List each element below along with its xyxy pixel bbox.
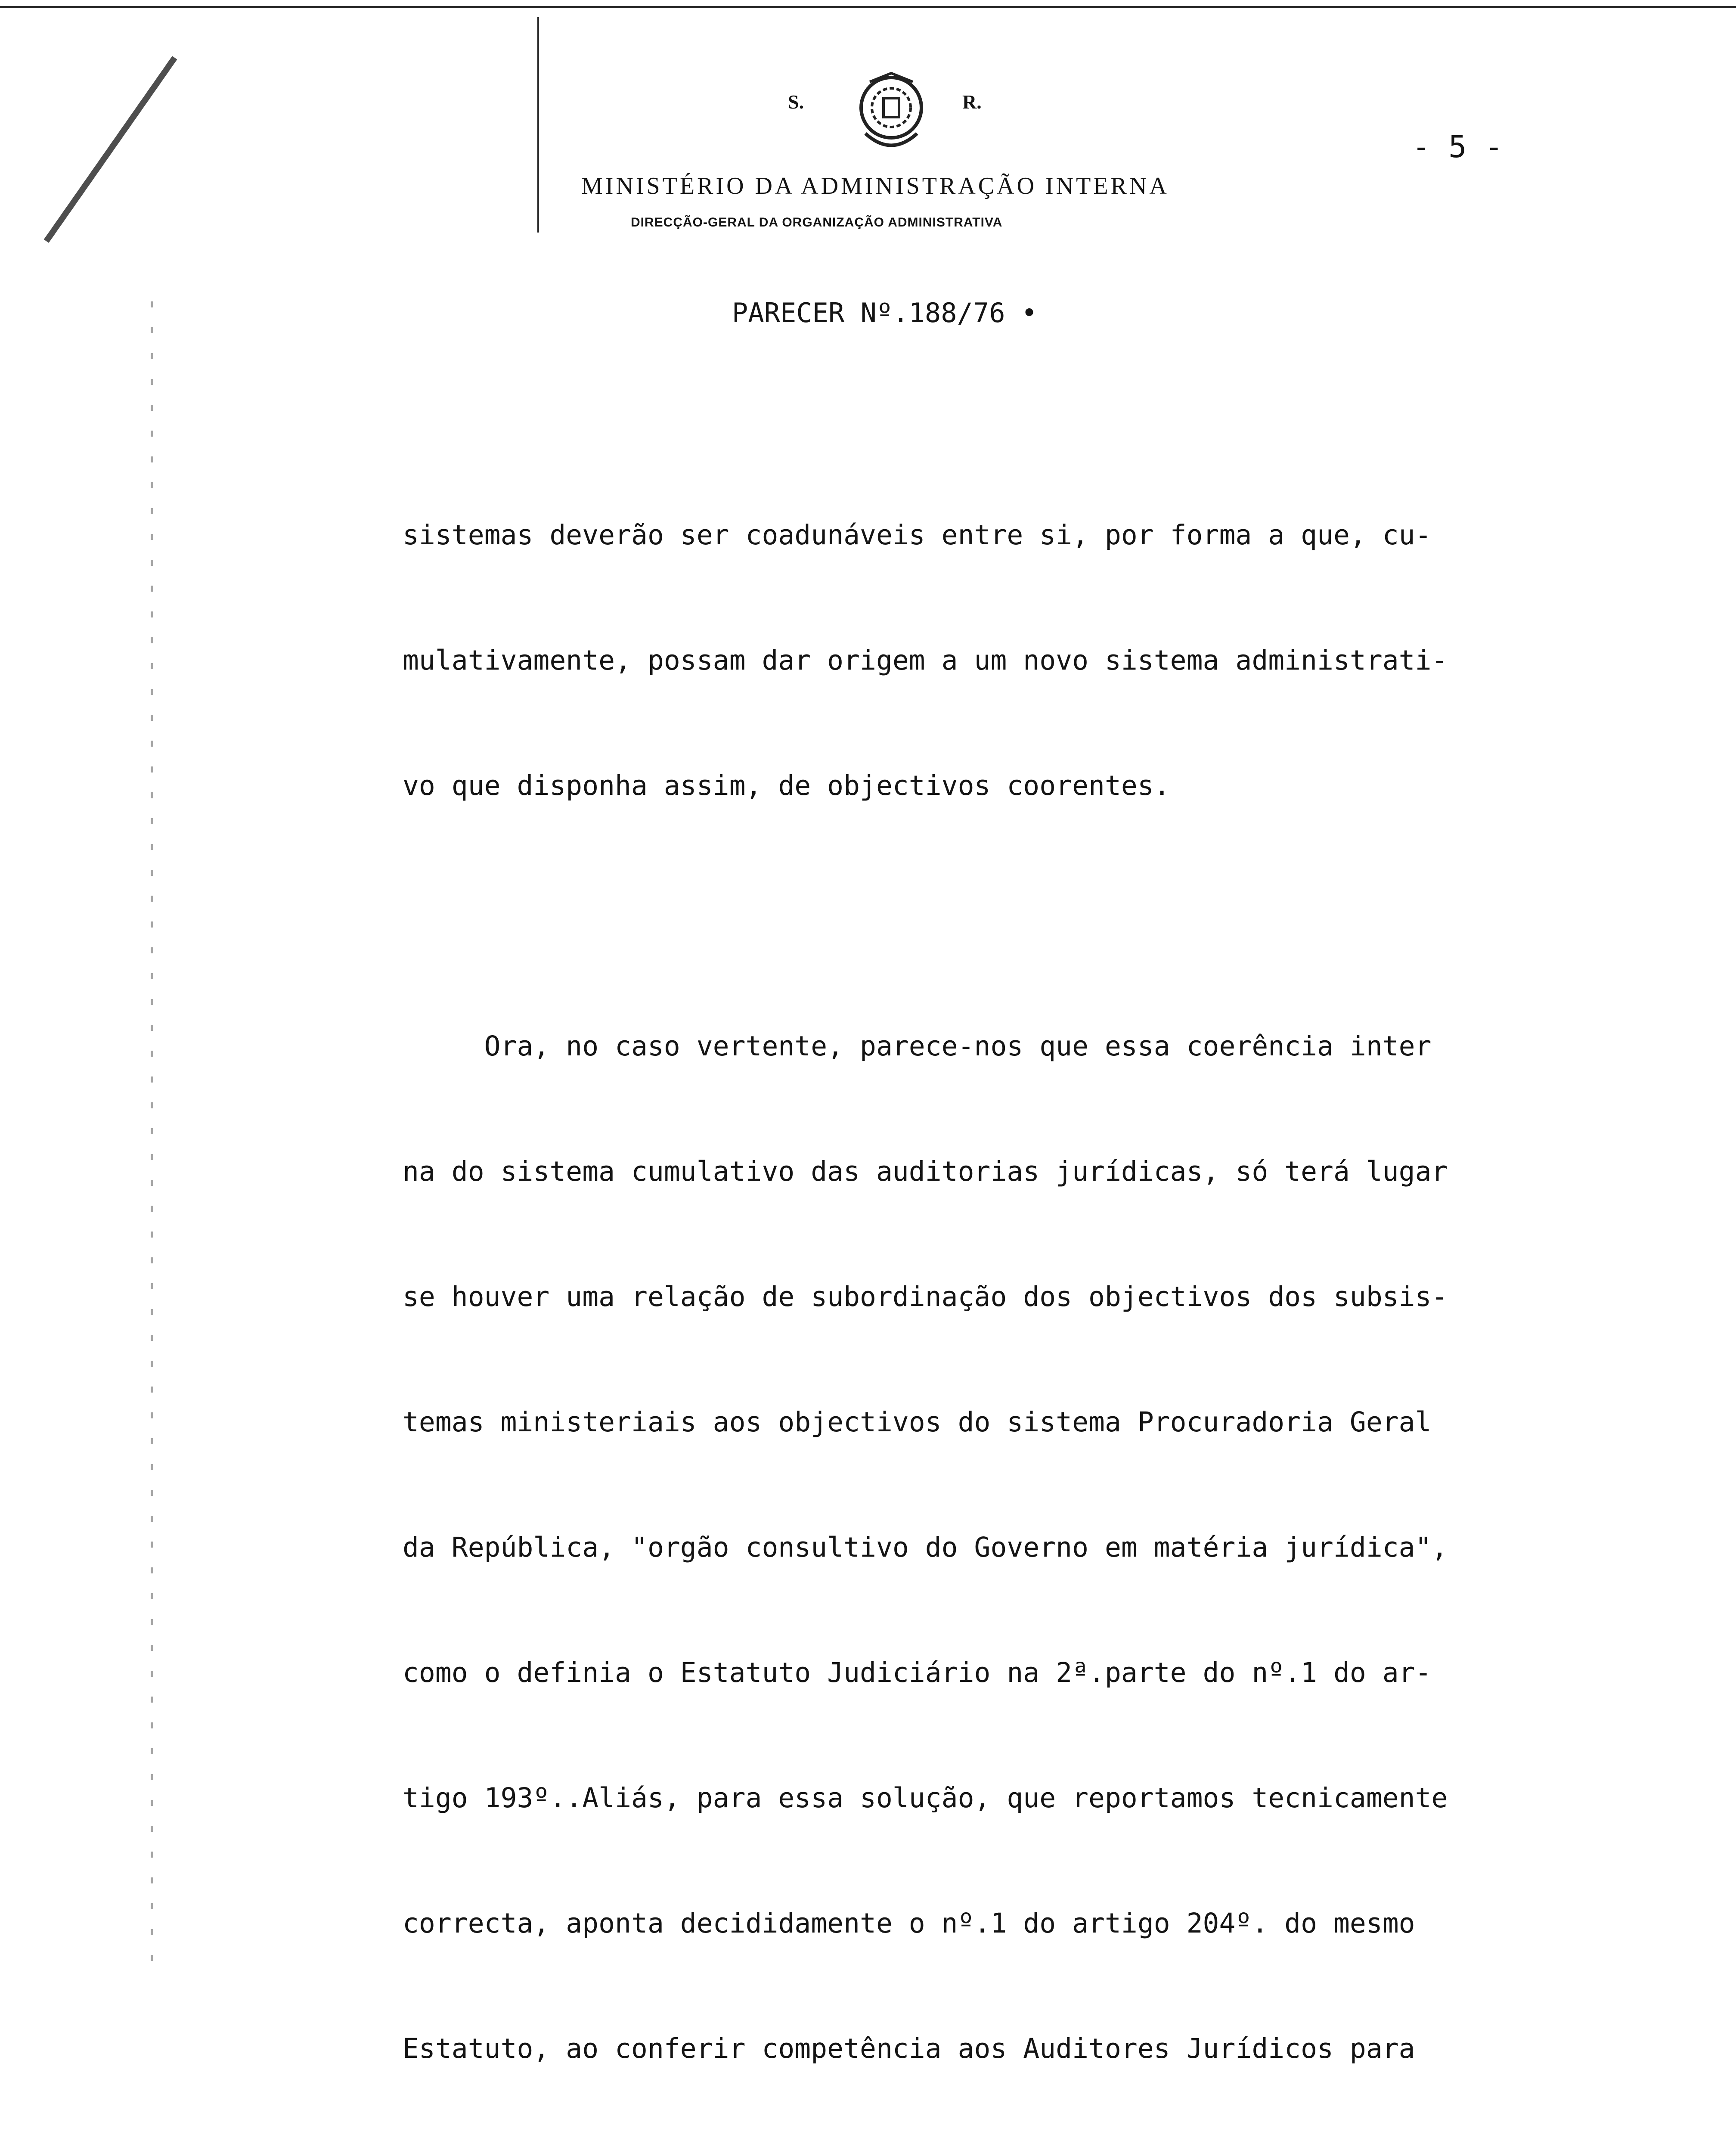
body-text (403, 431, 1574, 2153)
text-line: temas ministeriais aos objectivos do sistema Procuradoria Geral (403, 1406, 1432, 1438)
text-line: vo que disponha assim, de objectivos coorentes. (403, 770, 1170, 801)
text-line: correcta, aponta decididamente o nº.1 do artigo 204º. do mesmo (403, 1908, 1415, 1939)
text-line: sistemas deverão ser coadunáveis entre si, por forma a que, cu- (403, 519, 1432, 551)
margin-pen-stroke (44, 56, 177, 243)
letterhead-r: R. (962, 91, 982, 113)
scan-top-border (0, 6, 1736, 8)
text-line: Ora, no caso vertente, parece-nos que essa coerência inter (403, 1030, 1432, 1062)
paragraph (403, 942, 1574, 2153)
letterhead (538, 65, 1227, 245)
coat-of-arms-seal-icon (844, 65, 939, 159)
page-number: - 5 - (1412, 129, 1503, 164)
text-line: da República, "orgão consultivo do Governo em matéria jurídica", (403, 1532, 1448, 1563)
letterhead-s: S. (788, 91, 804, 113)
document-reference: PARECER Nº.188/76 • (732, 297, 1038, 329)
paragraph (403, 431, 1574, 890)
text-line: tigo 193º..Aliás, para essa solução, que reportamos tecnicamente (403, 1782, 1448, 1814)
direction-name: DIRECÇÃO-GERAL DA ORGANIZAÇÃO ADMINISTRATIVA (631, 215, 1003, 230)
text-line: como o definia o Estatuto Judiciário na 2ª.parte do nº.1 do ar- (403, 1657, 1432, 1688)
text-line: Estatuto, ao conferir competência aos Auditores Jurídicos para (403, 2033, 1415, 2064)
ministry-name: MINISTÉRIO DA ADMINISTRAÇÃO INTERNA (581, 173, 1169, 199)
left-margin-marks (151, 301, 153, 1981)
text-line: se houver uma relação de subordinação dos objectivos dos subsis- (403, 1281, 1448, 1312)
text-line: mulativamente, possam dar origem a um novo sistema administrati- (403, 645, 1448, 676)
text-line: na do sistema cumulativo das auditorias jurídicas, só terá lugar (403, 1156, 1448, 1187)
